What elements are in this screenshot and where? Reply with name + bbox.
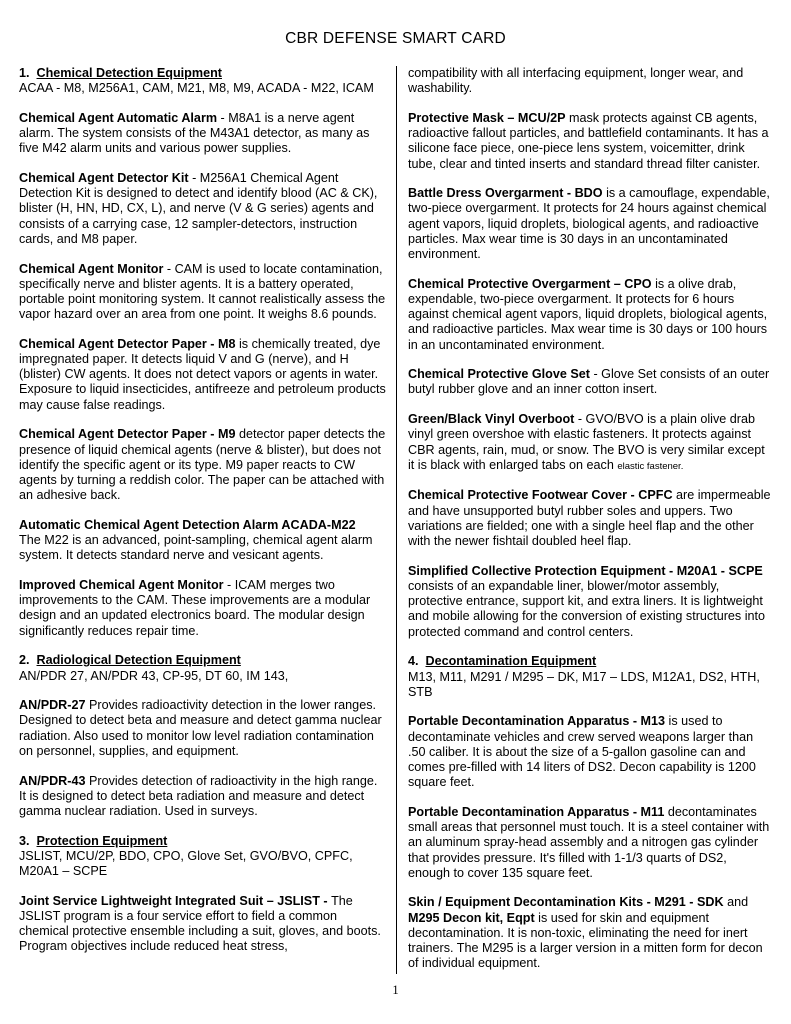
paragraph-overboot: Green/Black Vinyl Overboot - GVO/BVO is a plain olive drab vinyl green overshoe with elastic fasteners. It protects against CBR agents, rain, mud, or snow. The BVO is very similar except it is black with enlarged tabs on each elastic fastener. (408, 412, 765, 472)
paragraph-decon-kits: Skin / Equipment Decontamination Kits - M291 - SDK and M295 Decon kit, Eqpt is used for skin and equipment decontamination. It is non-toxic, eliminating the need for inert trainers. The M295 is a larger version in a mitten form for decon of individual equipment. (408, 895, 763, 971)
paragraph-scpe: Simplified Collective Protection Equipment - M20A1 - SCPE consists of an expandable liner, blower/motor assembly, protective entrance, support kit, and extra liners. It is lightweight and mobile allowing for the conversion of existing structures into protected command and control centers. (408, 563, 766, 639)
paragraph-acada: Automatic Chemical Agent Detection Alarm ACADA-M22 The M22 is an advanced, point-sampling, chemical agent alarm system. It detects standard nerve and vesicant agents. (19, 517, 373, 563)
paragraph-automatic-alarm: Chemical Agent Automatic Alarm - M8A1 is a nerve agent alarm. The system consists of the M43A1 detector, as many as five M42 alarm units and various power supplies. (19, 110, 370, 156)
section-decontamination-equipment (408, 654, 772, 700)
paragraph-m11: Portable Decontamination Apparatus - M11 decontaminates small areas that personnel must touch. It is a steel container with an aluminum spray-head assembly and a nitrogen gas cylinder that provides pressure. It's filled with 1-1/3 quarts of DS2, enough to cover 135 square feet. (408, 804, 770, 880)
paragraph-jslist: Joint Service Lightweight Integrated Suit – JSLIST - The JSLIST program is a four service effort to field a common chemical protective ensemble including a suit, gloves, and boots. Program objectives include reduced heat stress, (19, 893, 381, 954)
section-equipment-list: JSLIST, MCU/2P, BDO, CPO, Glove Set, GVO/BVO, CPFC, M20A1 – SCPE (19, 848, 353, 879)
paragraph-m13: Portable Decontamination Apparatus - M13 is used to decontaminate vehicles and crew served weapons larger than .50 caliber. It is about the size of a 5-gallon gasoline can and comes pre-filled with 14 liters of DS2. Decon capability is 1200 square feet. (408, 714, 756, 790)
paragraph-m8-paper: Chemical Agent Detector Paper - M8 is chemically treated, dye impregnated paper. It detects liquid V and G (nerve), and H (blister) CW agents. It does not detect vapors or agents in water. Exposure to liquid insecticides, antifreeze and petroleum products may cause false readings. (19, 336, 386, 412)
section-radiological-detection (19, 653, 387, 683)
right-column (408, 66, 772, 986)
section-equipment-list: ACAA - M8, M256A1, CAM, M21, M8, M9, ACADA - M22, ICAM (19, 81, 374, 96)
paragraph-bdo: Battle Dress Overgarment - BDO is a camouflage, expendable, two-piece overgarment. It protects for 24 hours against chemical agent vapors, liquid droplets, biological agents, and radioactive particles. Max wear time is 30 days in an uncontaminated environment. (408, 186, 770, 262)
paragraph-agent-monitor: Chemical Agent Monitor - CAM is used to locate contamination, specifically nerve and blister agents. It is a battery operated, portable point monitoring system. It cannot realistically assess the vapor hazard over an area from one point. It weighs 8.6 pounds. (19, 261, 386, 322)
paragraph-jslist-continued: compatibility with all interfacing equipment, longer wear, and washability. (408, 66, 744, 96)
page-number: 1 (392, 983, 399, 997)
paragraph-mcu2p-mask: Protective Mask – MCU/2P mask protects against CB agents, radioactive fallout particles, and battlefield contaminants. It has a silicone face piece, one-piece lens system, voicemitter, drink tube, clear and tinted inserts and standard thread filter canister. (408, 110, 769, 171)
section-heading: 2. Radiological Detection Equipment (19, 653, 241, 668)
paragraph-cpo: Chemical Protective Overgarment – CPO is a olive drab, expendable, two-piece overgarment. It protects for 6 hours against chemical agent vapors, liquid droplets, biological agents, and radioactive particles. Max wear time is 30 days or 100 hours in an uncontaminated environment. (408, 276, 768, 352)
section-heading: 3. Protection Equipment (19, 833, 168, 848)
left-column (19, 66, 387, 969)
page-title: CBR DEFENSE SMART CARD (285, 30, 506, 47)
section-chemical-detection (19, 66, 387, 96)
paragraph-cpfc: Chemical Protective Footwear Cover - CPFC are impermeable and have unsupported butyl rubber soles and uppers. Two variations are fielded; one with a single heel flap and the other with the newer fishtail doubled heel flap. (408, 488, 771, 549)
column-divider (396, 66, 397, 974)
paragraph-anpdr-43: AN/PDR-43 Provides detection of radioactivity in the high range. It is designed to detect beta radiation and measure and detect gamma nuclear radiation. Used in surveys. (19, 773, 378, 818)
paragraph-detector-kit: Chemical Agent Detector Kit - M256A1 Chemical Agent Detection Kit is designed to detect and identify blood (AC & CK), blister (H, HN, HD, CX, L), and nerve (V & G series) agents and consists of a carrying case, 12 sampler-detectors, instruction cards, and M8 paper. (19, 171, 378, 246)
section-equipment-list: AN/PDR 27, AN/PDR 43, CP-95, DT 60, IM 143, (19, 668, 289, 683)
paragraph-m9-paper: Chemical Agent Detector Paper - M9 detector paper detects the presence of liquid chemical agents (nerve & blister), but does not identify the specific agent or its type. M9 paper reacts to CW agents by turning a reddish color. The paper can be attached with an adhesive back. (19, 427, 386, 503)
paragraph-anpdr-27: AN/PDR-27 Provides radioactivity detection in the lower ranges. Designed to detect beta and measure and detect gamma nuclear radiation. Also used to monitor low level radiation contamination on personnel, supplies, and equipment. (19, 698, 382, 758)
section-heading: 1. Chemical Detection Equipment (19, 66, 222, 80)
section-protection-equipment (19, 834, 387, 880)
paragraph-icam: Improved Chemical Agent Monitor - ICAM merges two improvements to the CAM. These improvements are a modular design and an updated electronics board. The modular design significantly reduces repair time. (19, 577, 371, 638)
section-heading: 4. Decontamination Equipment (408, 654, 597, 669)
paragraph-glove-set: Chemical Protective Glove Set - Glove Set consists of an outer butyl rubber glove and an inner cotton insert. (408, 367, 770, 397)
section-equipment-list: M13, M11, M291 / M295 – DK, M17 – LDS, M12A1, DS2, HTH, STB (408, 669, 760, 699)
